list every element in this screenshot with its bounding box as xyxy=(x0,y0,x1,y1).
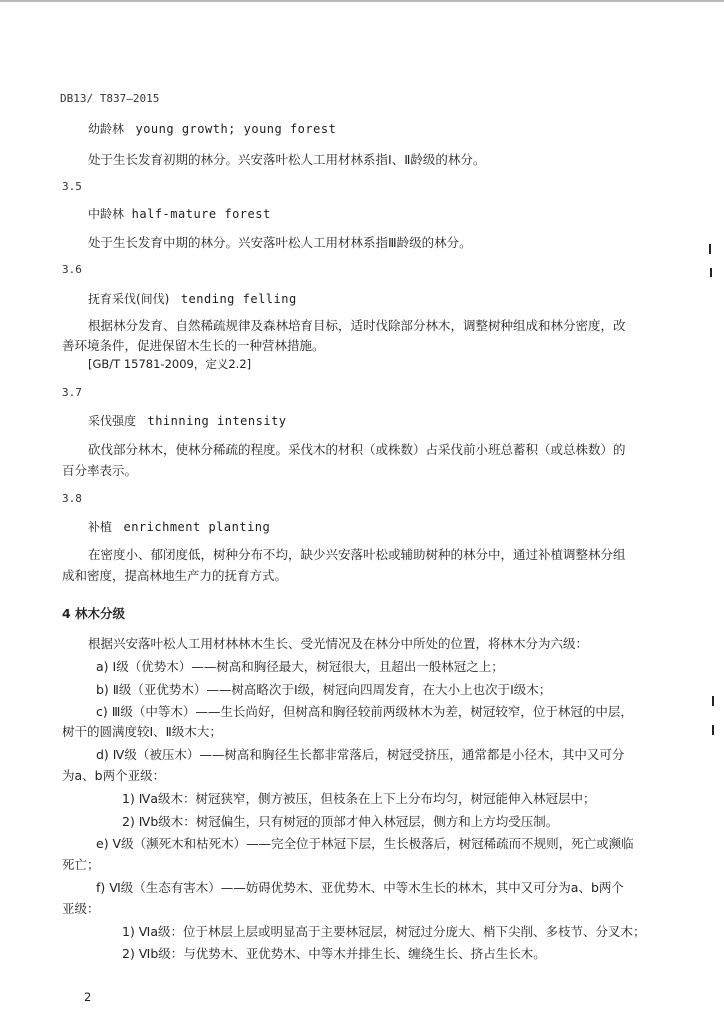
grade-6-item-line2: 亚级： xyxy=(62,901,100,916)
grade-6a-item: 1) Ⅵa级：位于林层上层或明显高于主要林冠层，树冠过分庞大、梢下尖削、多枝节、分叉木； xyxy=(122,924,646,939)
term-en: half-mature forest xyxy=(131,207,271,221)
clause-number-3-5: 3.5 xyxy=(62,180,82,193)
term-tending-felling xyxy=(88,290,297,307)
definition-half-mature-forest: 处于生长发育中期的林分。兴安落叶松人工用材林系指Ⅲ龄级的林分。 xyxy=(88,235,472,250)
term-half-mature-forest xyxy=(88,205,271,222)
term-cn: 幼龄林 xyxy=(88,122,125,136)
grade-6-item-line1: f) Ⅵ级（生态有害木）——妨碍优势木、亚优势木、中等木生长的林木，其中又可分为a、b两个 xyxy=(96,880,624,895)
scan-mark xyxy=(712,725,714,735)
term-en: enrichment planting xyxy=(123,520,271,534)
clause-number-3-6: 3.6 xyxy=(62,263,82,276)
source-reference: [GB/T 15781-2009，定义2.2] xyxy=(88,357,252,371)
clause-number-3-8: 3.8 xyxy=(62,492,82,505)
grade-4a-item: 1) Ⅳa级木：树冠狭窄，侧方被压，但枝条在上下上分布均匀，树冠能伸入林冠层中； xyxy=(122,791,596,806)
page-number: 2 xyxy=(84,990,92,1004)
definition-enrichment-planting-line1: 在密度小、郁闭度低，树种分布不均，缺少兴安落叶松或辅助树种的林分中，通过补植调整林分组 xyxy=(88,547,626,562)
term-enrichment-planting xyxy=(88,518,270,535)
definition-tending-felling-line2: 善环境条件，促进保留木生长的一种营林措施。 xyxy=(62,338,325,353)
grade-4-item-line2: 为a、b两个亚级： xyxy=(62,768,166,783)
scan-mark xyxy=(709,244,711,254)
definition-young-forest: 处于生长发育初期的林分。兴安落叶松人工用材林系指Ⅰ、Ⅱ龄级的林分。 xyxy=(88,152,486,167)
section-heading-tree-classification: 4 林木分级 xyxy=(62,606,126,621)
grade-4-item-line1: d) Ⅳ级（被压木）——树高和胸径生长都非常落后，树冠受挤压，通常都是小径木，其中又可分 xyxy=(96,747,625,762)
grade-2-item: b) Ⅱ级（亚优势木）——树高略次于Ⅰ级，树冠向四周发育，在大小上也次于Ⅰ级木； xyxy=(96,682,552,697)
term-cn: 补植 xyxy=(88,520,113,534)
definition-thinning-intensity-line2: 百分率表示。 xyxy=(62,463,138,478)
term-thinning-intensity xyxy=(88,412,287,429)
term-cn: 抚育采伐(间伐) xyxy=(88,292,170,306)
scan-edge xyxy=(0,0,724,2)
term-en: tending felling xyxy=(180,292,297,306)
grade-5-item-line1: e) Ⅴ级（濒死木和枯死木）——完全位于林冠下层，生长极落后，树冠稀疏而不规则，死亡或濒临 xyxy=(96,836,634,851)
definition-enrichment-planting-line2: 成和密度，提高林地生产力的抚育方式。 xyxy=(62,568,288,583)
clause-number-3-7: 3.7 xyxy=(62,386,82,399)
grade-4b-item: 2) Ⅳb级木：树冠偏生，只有树冠的顶部才伸入林冠层，侧方和上方均受压制。 xyxy=(122,814,559,829)
document-header: DB13/ T837—2015 xyxy=(60,92,160,105)
term-cn: 中龄林 xyxy=(88,207,125,221)
term-cn: 采伐强度 xyxy=(88,414,137,428)
definition-tending-felling-line1: 根据林分发育、自然稀疏规律及森林培育目标，适时伐除部分林木，调整树种组成和林分密度，改 xyxy=(88,318,626,333)
term-en: young growth; young forest xyxy=(135,122,337,136)
definition-thinning-intensity-line1: 砍伐部分林木，使林分稀疏的程度。采伐木的材积（或株数）占采伐前小班总蓄积（或总株数）的 xyxy=(88,442,626,457)
classification-intro: 根据兴安落叶松人工用材林林木生长、受光情况及在林分中所处的位置，将林木分为六级： xyxy=(88,636,589,651)
grade-3-item-line2: 树干的圆满度较Ⅰ、Ⅱ级木大； xyxy=(62,724,222,739)
scan-mark xyxy=(710,268,712,277)
grade-3-item-line1: c) Ⅲ级（中等木）——生长尚好，但树高和胸径较前两级林木为差，树冠较窄，位于林冠的中层， xyxy=(96,704,633,719)
grade-5-item-line2: 死亡； xyxy=(62,857,100,872)
grade-6b-item: 2) Ⅵb级：与优势木、亚优势木、中等木并排生长、缠绕生长、挤占生长木。 xyxy=(122,946,546,961)
term-young-forest xyxy=(88,120,336,137)
term-en: thinning intensity xyxy=(147,414,287,428)
scan-mark xyxy=(712,696,714,706)
grade-1-item: a) Ⅰ级（优势木）——树高和胸径最大，树冠很大，且超出一般林冠之上； xyxy=(96,659,504,674)
